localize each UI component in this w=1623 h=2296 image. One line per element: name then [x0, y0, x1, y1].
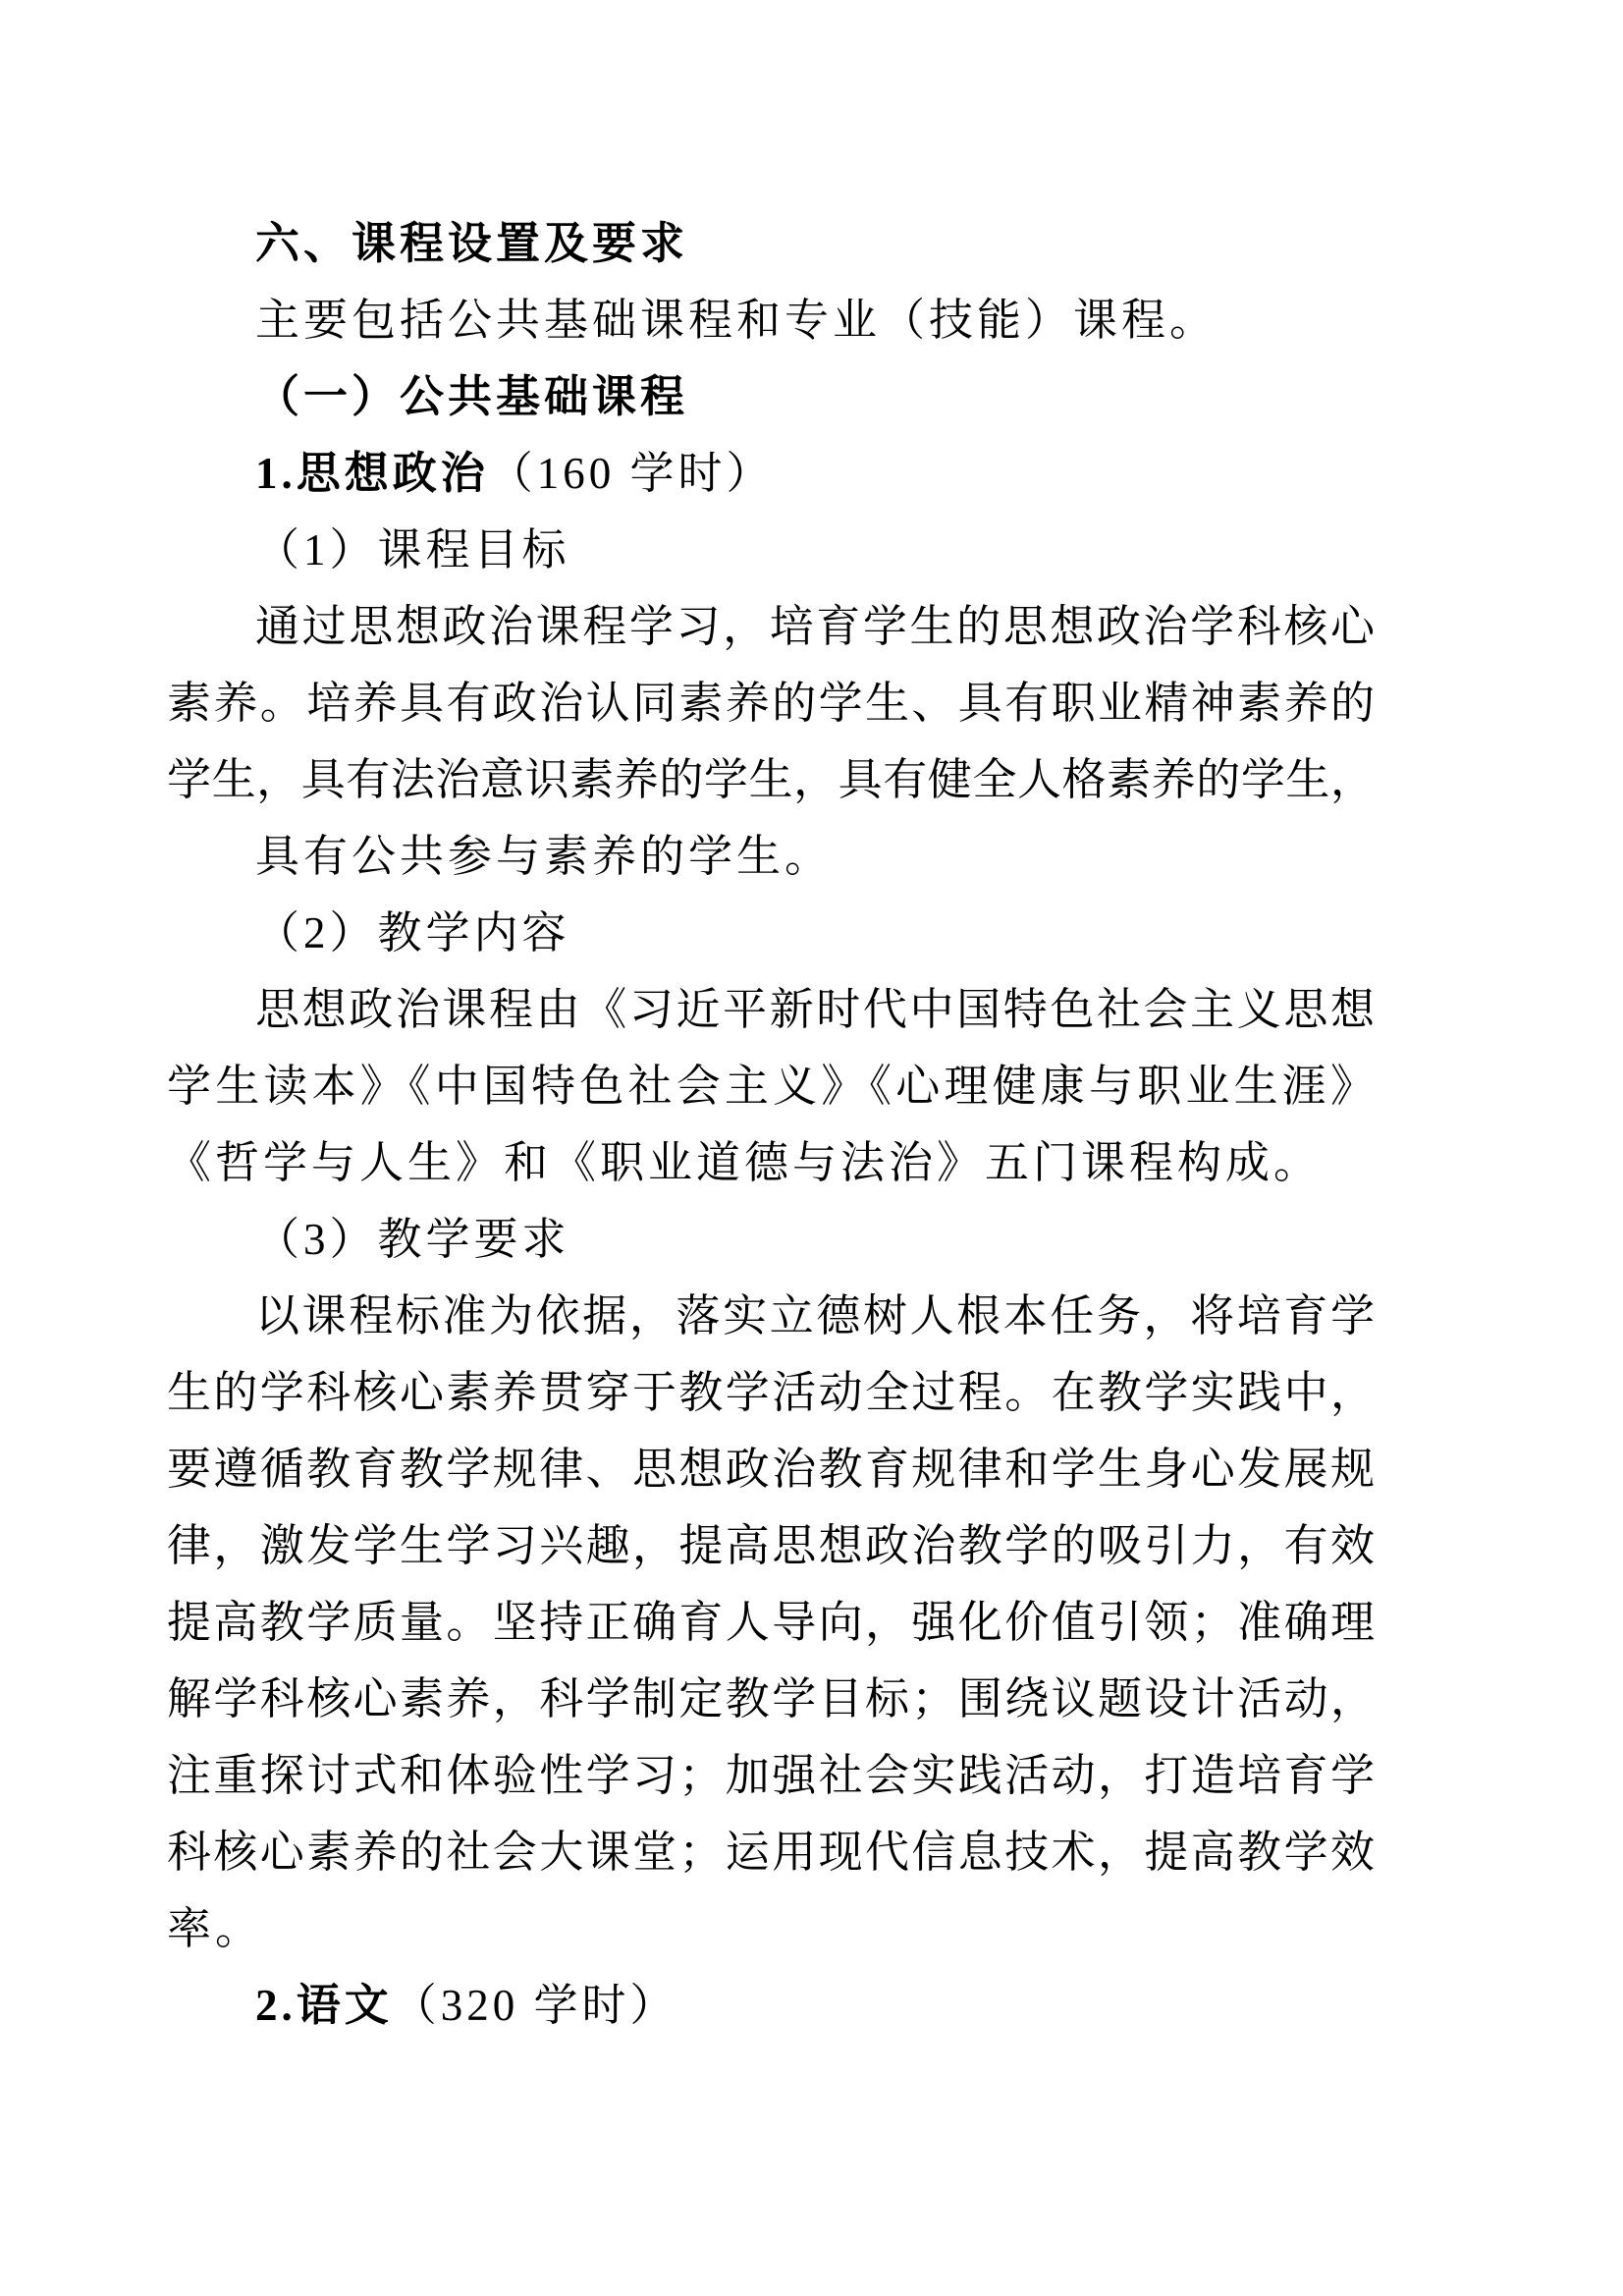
text-line [167, 818, 1375, 895]
body-text-segment: 生的学科核心素养贯穿于教学活动全过程。在教学实践中， [167, 1368, 1375, 1417]
body-text-segment: 以课程标准为依据，落实立德树人根本任务，将培育学 [255, 1291, 1375, 1340]
body-text-segment: 《哲学与人生》和《职业道德与法治》五门课程构成。 [167, 1138, 1323, 1187]
text-line [167, 1737, 1375, 1814]
body-text-segment: 通过思想政治课程学习，培育学生的思想政治学科核心 [255, 602, 1375, 651]
document-text-block [167, 205, 1375, 2044]
text-line [167, 588, 1375, 665]
body-text-segment: 学生读本》《中国特色社会主义》《心理健康与职业生涯》 [167, 1062, 1375, 1111]
text-line [167, 1890, 1375, 1967]
text-line [167, 1124, 1375, 1201]
body-text-segment: （3）教学要求 [255, 1215, 570, 1264]
text-line [167, 971, 1375, 1048]
body-text-segment: （1）课程目标 [255, 525, 570, 574]
body-text-segment: 具有公共参与素养的学生。 [255, 832, 834, 881]
text-line [167, 1507, 1375, 1584]
body-text-segment: （2）教学内容 [255, 908, 570, 957]
text-line [167, 512, 1375, 588]
bold-text-segment: 六、课程设置及要求 [255, 219, 689, 268]
text-line [167, 1814, 1375, 1890]
body-text-segment: 学生，具有法治意识素养的学生，具有健全人格素养的学生， [167, 755, 1375, 804]
body-text-segment: 科核心素养的社会大课堂；运用现代信息技术，提高教学效 [167, 1828, 1375, 1877]
body-text-segment: （320 学时） [392, 1981, 678, 2030]
text-line [167, 1201, 1375, 1278]
bold-text-segment: （一）公共基础课程 [255, 372, 689, 421]
text-line [167, 1354, 1375, 1431]
body-text-segment: （160 学时） [488, 449, 775, 498]
body-text-segment: 律，激发学生学习兴趣，提高思想政治教学的吸引力，有效 [167, 1521, 1375, 1570]
text-line [167, 1048, 1375, 1124]
body-text-segment: 思想政治课程由《习近平新时代中国特色社会主义思想 [255, 985, 1375, 1034]
body-text-segment: 注重探讨式和体验性学习；加强社会实践活动，打造培育学 [167, 1751, 1375, 1800]
text-line [167, 1584, 1375, 1661]
bold-text-segment: 2.语文 [255, 1981, 393, 2030]
text-line [167, 282, 1375, 358]
body-text-segment: 率。 [167, 1904, 264, 1953]
body-text-segment: 素养。培养具有政治认同素养的学生、具有职业精神素养的 [167, 679, 1375, 728]
text-line [167, 895, 1375, 971]
text-line [167, 358, 1375, 435]
text-line [167, 1278, 1375, 1354]
text-line [167, 1967, 1375, 2044]
body-text-segment: 主要包括公共基础课程和专业（技能）课程。 [255, 296, 1218, 345]
text-line [167, 1431, 1375, 1507]
bold-text-segment: 1.思想政治 [255, 449, 489, 498]
body-text-segment: 提高教学质量。坚持正确育人导向，强化价值引领；准确理 [167, 1598, 1375, 1647]
text-line [167, 665, 1375, 741]
text-line [167, 205, 1375, 282]
body-text-segment: 要遵循教育教学规律、思想政治教育规律和学生身心发展规 [167, 1445, 1375, 1494]
text-line [167, 741, 1375, 818]
text-line [167, 435, 1375, 512]
body-text-segment: 解学科核心素养，科学制定教学目标；围绕议题设计活动， [167, 1674, 1375, 1723]
text-line [167, 1661, 1375, 1737]
